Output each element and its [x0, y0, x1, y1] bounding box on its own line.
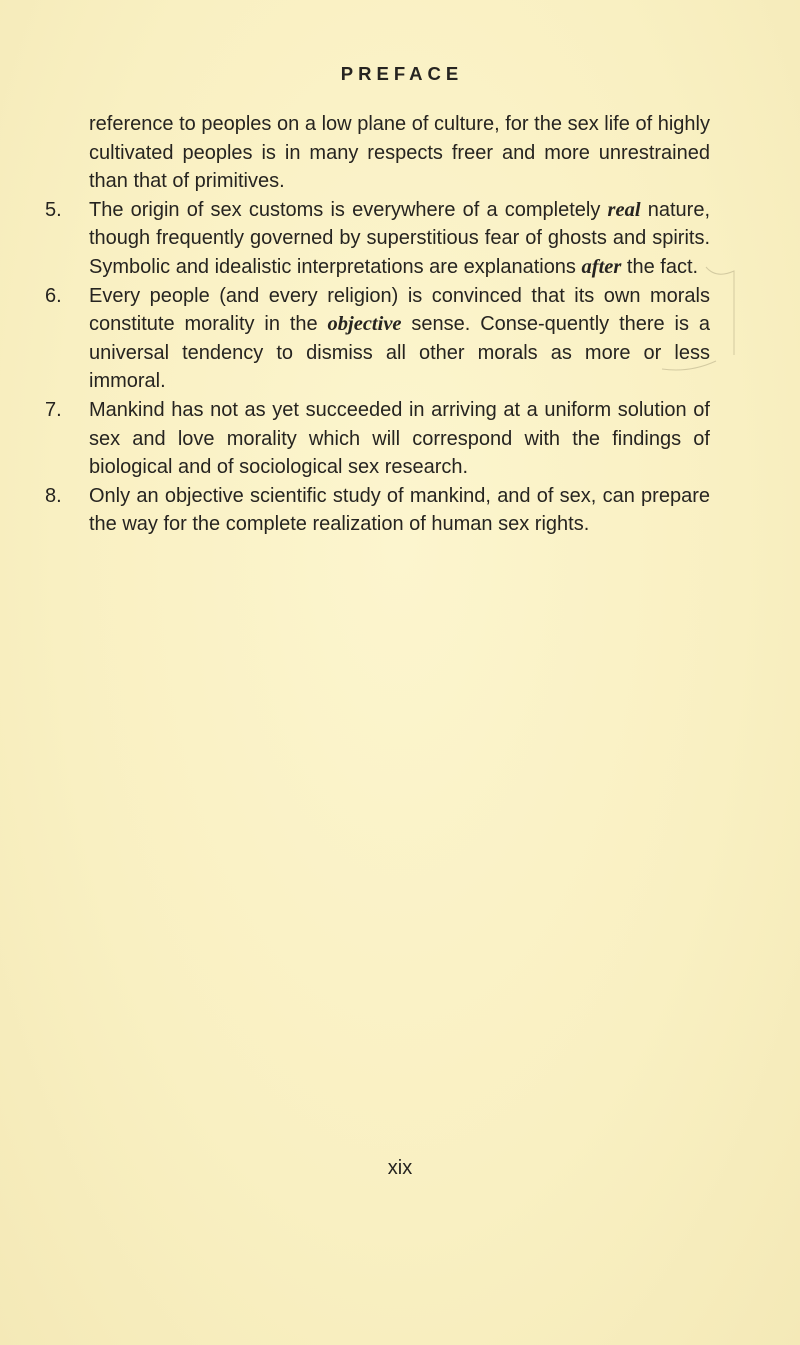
- list-item: [45, 110, 710, 196]
- item-number: 8.: [45, 484, 62, 507]
- item-number: 6.: [45, 284, 62, 307]
- margin-mark: [660, 355, 720, 375]
- item-number: 5.: [45, 198, 62, 221]
- margin-mark: [700, 255, 740, 355]
- paragraph-text: Every people (and every religion) is convinced that its own morals constitute morality in the: [89, 284, 710, 336]
- emphasis-text: after: [581, 255, 622, 278]
- paragraph-text: reference to peoples on a low plane of culture, for the sex life of highly cultivated peoples is in many respects freer and more unrestrained than that of primitives.: [89, 113, 710, 193]
- list-item: [45, 396, 710, 482]
- paragraph-text: Mankind has not as yet succeeded in arriving at a uniform solution of sex and love morality which will correspond with the findings of biological and of sociological sex research.: [89, 398, 710, 479]
- page-number: xix: [387, 1157, 413, 1179]
- list-item: [45, 196, 710, 282]
- list-item: [45, 282, 710, 396]
- emphasis-text: objective: [327, 313, 402, 336]
- emphasis-text: real: [607, 198, 641, 221]
- paragraph-text: Only an objective scientific study of mankind, and of sex, can prepare the way for the complete realization of human sex rights.: [89, 484, 710, 536]
- paragraph-text: sense. Conse-quently there is a universal tendency to dismiss all other morals as more or less immoral.: [89, 313, 710, 393]
- paragraph-text: The origin of sex customs is everywhere of a completely: [89, 198, 608, 221]
- paragraph-text: nature, though frequently governed by superstitious fear of ghosts and spirits. Symbolic and idealistic interpretations are explanations: [89, 198, 710, 278]
- item-number: 7.: [45, 398, 62, 421]
- paragraph-text: the fact.: [621, 255, 699, 278]
- body-text: [45, 110, 710, 539]
- list-item: [45, 482, 710, 539]
- running-head: PREFACE: [340, 63, 464, 84]
